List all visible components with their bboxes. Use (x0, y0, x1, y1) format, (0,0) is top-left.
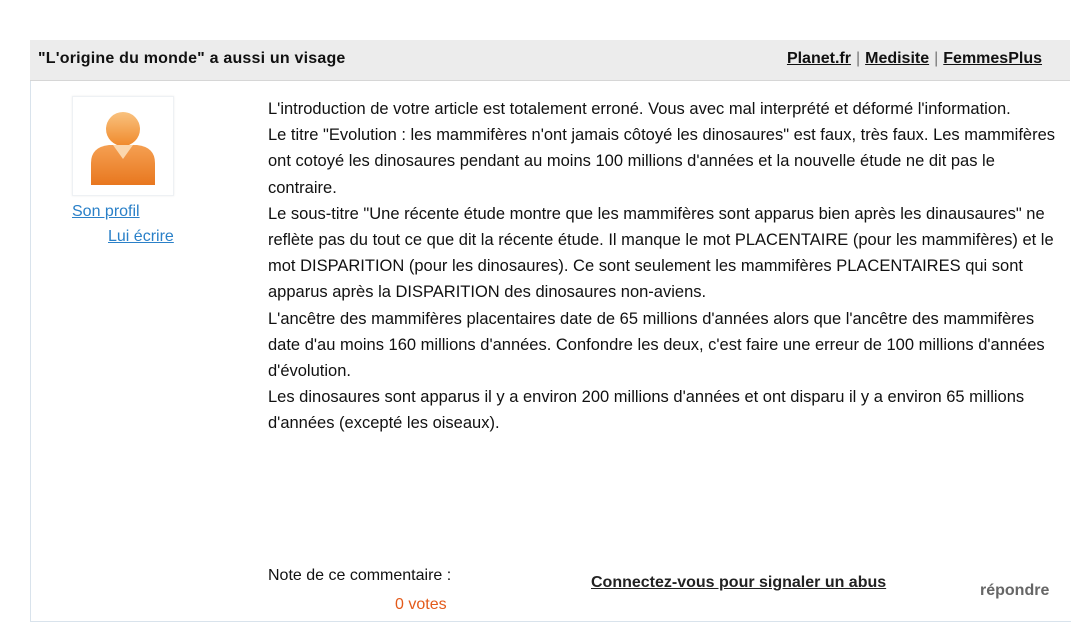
femmesplus-link[interactable]: FemmesPlus (943, 50, 1042, 67)
comment-text (268, 96, 1068, 437)
write-message-link[interactable]: Lui écrire (108, 228, 174, 245)
reply-button[interactable]: répondre (980, 582, 1050, 599)
comment-paragraph: Le titre "Evolution : les mammifères n'ont jamais côtoyé les dinosaures" est faux, très faux. Les mammifères ont cotoyé les dinosaures pendant au moins 100 millions d'années et la nouvelle étude ne dit pas le contraire. (268, 126, 1056, 197)
comment-paragraph: L'introduction de votre article est totalement erroné. Vous avec mal interprété et déformé l'information. (268, 100, 1011, 118)
article-header-bar (30, 40, 1070, 81)
link-separator: | (934, 50, 939, 67)
user-silhouette-icon (73, 97, 173, 195)
planet-link[interactable]: Planet.fr (786, 50, 851, 67)
comment-paragraph: L'ancêtre des mammifères placentaires date de 65 millions d'années alors que l'ancêtre des mammifères date d'au moins 160 millions d'années. Confondre les deux, c'est faire une erreur de 100 millions d'années d'évolution. (268, 309, 1045, 381)
vote-count: 0 votes (395, 596, 447, 613)
report-abuse-link[interactable]: Connectez-vous pour signaler un abus (591, 574, 887, 591)
comment-paragraph: Les dinosaures sont apparus il y a environ 200 millions d'années et ont disparu il y a environ 65 millions d'années (excepté les oiseaux). (268, 388, 1025, 433)
medisite-link[interactable]: Medisite (865, 50, 930, 67)
article-title: "L'origine du monde" a aussi un visage (38, 50, 346, 67)
user-avatar-icon (72, 96, 174, 196)
partner-links (787, 50, 1042, 68)
link-separator: | (855, 50, 861, 67)
profile-link[interactable]: Son profil (72, 203, 140, 220)
rating-label: Note de ce commentaire : (268, 567, 452, 584)
comment-paragraph: Le sous-titre "Une récente étude montre que les mammifères sont apparus bien après les dinausaures" ne reflète pas du tout ce que dit la récente étude. Il manque le mot PLACENTAIRE (pour les mammifères) et le mot DISPARITION (pour les dinosaures). Ce sont seulement les mammifères PLACENTAIRES qui sont apparus après la DISPARITION des dinosaures non-aviens. (268, 204, 1054, 302)
